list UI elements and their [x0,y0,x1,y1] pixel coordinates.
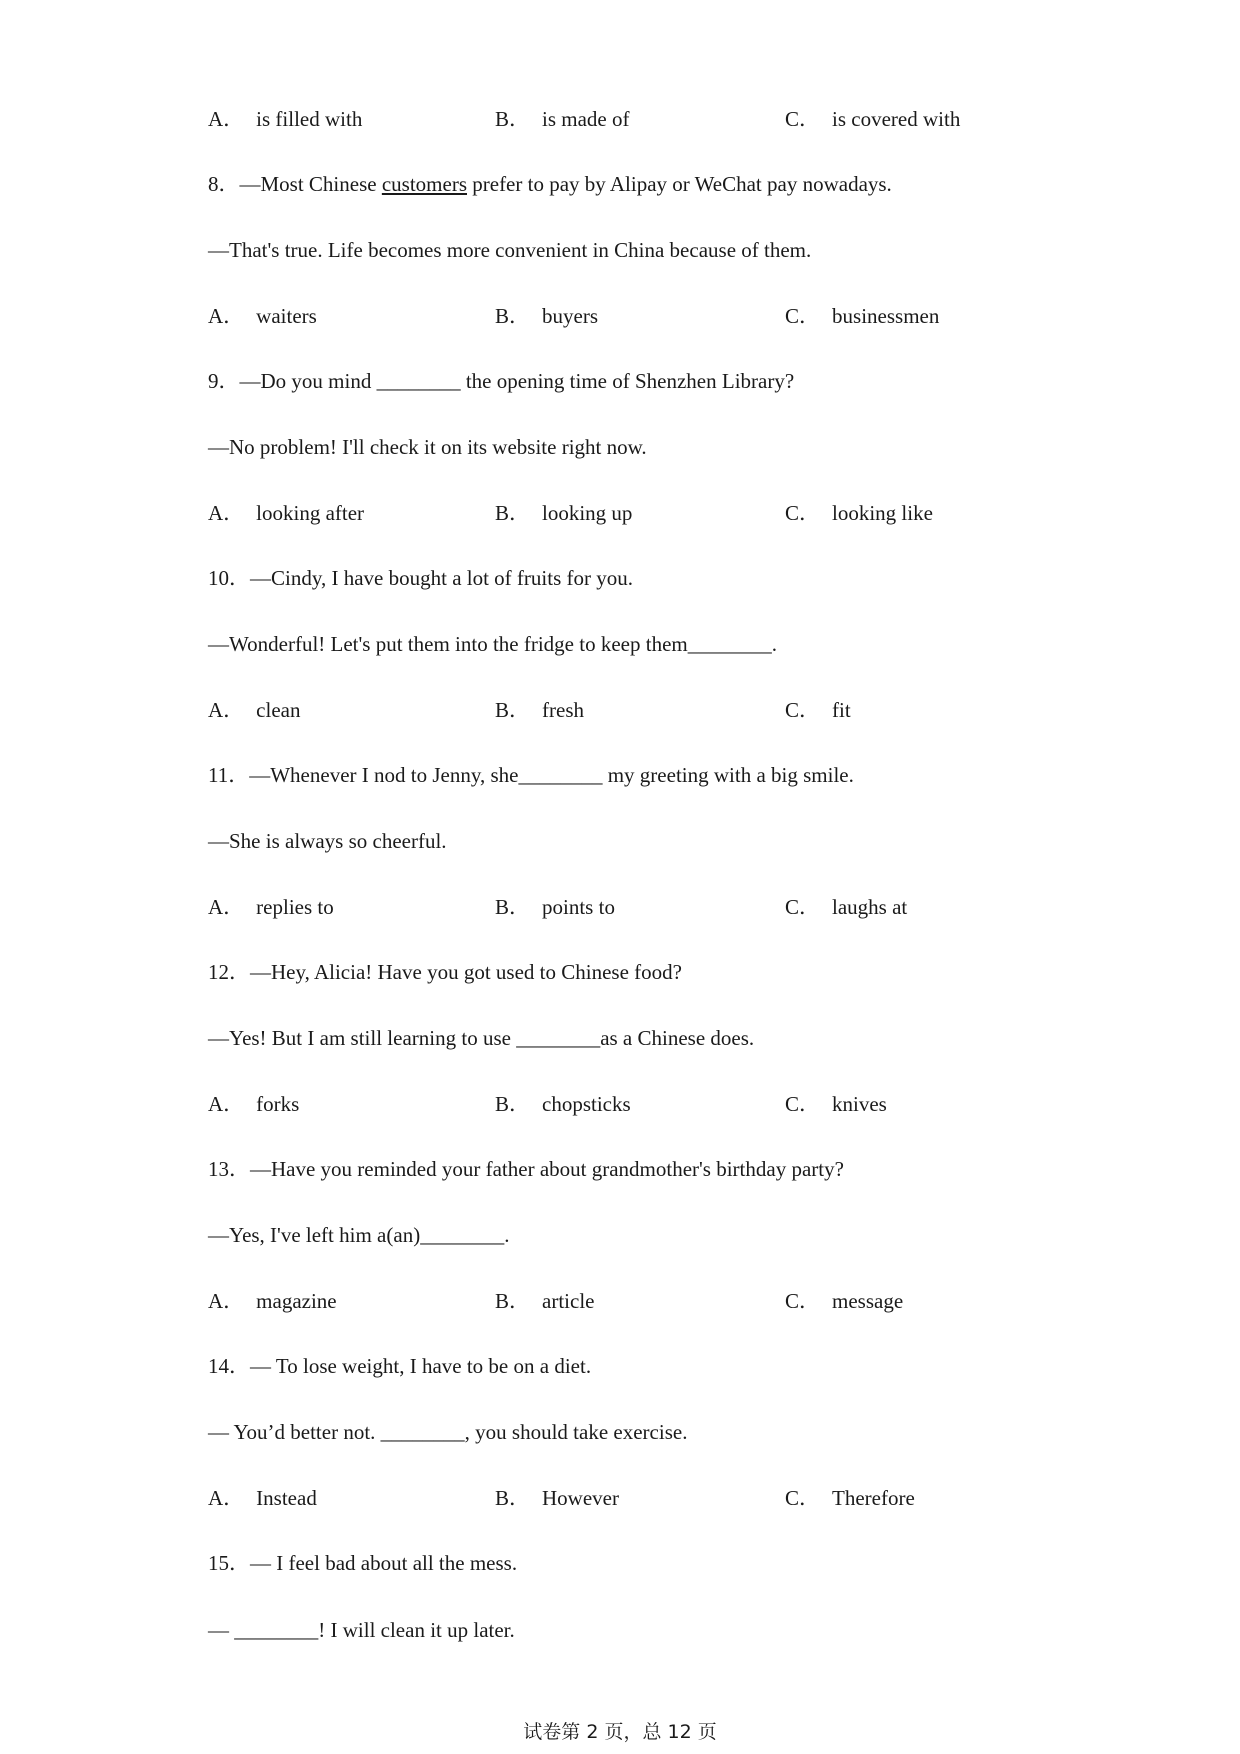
q9-options [208,499,1108,527]
q12-option-b[interactable]: B． chopsticks [495,1092,631,1116]
q10-option-b[interactable]: B． fresh [495,698,584,722]
q10-option-a[interactable]: A． clean [208,698,301,722]
q8-option-b[interactable]: B． buyers [495,304,599,328]
q13-option-b[interactable]: B． article [495,1289,595,1313]
answer-blank: ________ [376,369,461,393]
q12-question: 12．—Hey, Alicia! Have you got used to Chinese food? [208,960,682,984]
q7-option-c[interactable]: C． is covered with [785,107,961,131]
q14-option-a[interactable]: A． Instead [208,1486,317,1510]
answer-blank: ________ [380,1420,465,1444]
q11-option-b[interactable]: B． points to [495,895,615,919]
q8-question: 8．—Most Chinese customers prefer to pay by Alipay or WeChat pay nowadays. [208,172,892,196]
underlined-word: customers [381,172,467,196]
q11-option-a[interactable]: A． replies to [208,895,334,919]
q13-option-a[interactable]: A． magazine [208,1289,337,1313]
q10-option-c[interactable]: C． fit [785,698,851,722]
answer-blank: ________ [516,1026,601,1050]
q15-reply: — ________! I will clean it up later. [208,1618,515,1642]
q8-option-a[interactable]: A． waiters [208,304,317,328]
answer-blank: ________ [420,1223,505,1247]
answer-blank: ________ [518,763,603,787]
q14-question: 14．— To lose weight, I have to be on a diet. [208,1354,592,1378]
q12-reply: —Yes! But I am still learning to use ________as a Chinese does. [208,1026,755,1050]
page-footer: 试卷第 2 页，总 12 页 [523,1721,717,1743]
q14-option-c[interactable]: C． Therefore [785,1486,915,1510]
q13-reply: —Yes, I've left him a(an)________. [208,1223,510,1247]
answer-blank: ________ [687,632,772,656]
q14-option-b[interactable]: B． However [495,1486,619,1510]
q7-options [208,105,1108,133]
q8-option-c[interactable]: C． businessmen [785,304,940,328]
q13-options [208,1287,1108,1315]
q10-reply: —Wonderful! Let's put them into the fridge to keep them________. [208,632,777,656]
q14-reply: — You’d better not. ________, you should take exercise. [208,1420,688,1444]
q8-options [208,302,1108,330]
q11-question: 11．—Whenever I nod to Jenny, she________ my greeting with a big smile. [208,763,854,787]
q14-options [208,1484,1108,1512]
q15-question: 15．— I feel bad about all the mess. [208,1551,518,1575]
q7-option-b[interactable]: B． is made of [495,107,630,131]
q11-option-c[interactable]: C． laughs at [785,895,908,919]
q10-options [208,696,1108,724]
q9-option-b[interactable]: B． looking up [495,501,633,525]
q12-option-a[interactable]: A． forks [208,1092,300,1116]
q11-reply: —She is always so cheerful. [208,829,447,853]
q9-question: 9．—Do you mind ________ the opening time of Shenzhen Library? [208,369,795,393]
q7-option-a[interactable]: A． is filled with [208,107,363,131]
q9-option-a[interactable]: A． looking after [208,501,365,525]
q9-option-c[interactable]: C． looking like [785,501,933,525]
q13-question: 13．—Have you reminded your father about grandmother's birthday party? [208,1157,844,1181]
q10-question: 10．—Cindy, I have bought a lot of fruits for you. [208,566,633,590]
q8-reply: —That's true. Life becomes more convenient in China because of them. [208,238,812,262]
answer-blank: ________ [234,1618,319,1642]
q12-option-c[interactable]: C． knives [785,1092,887,1116]
q9-reply: —No problem! I'll check it on its website right now. [208,435,647,459]
q12-options [208,1090,1108,1118]
q11-options [208,893,1108,921]
q13-option-c[interactable]: C． message [785,1289,904,1313]
